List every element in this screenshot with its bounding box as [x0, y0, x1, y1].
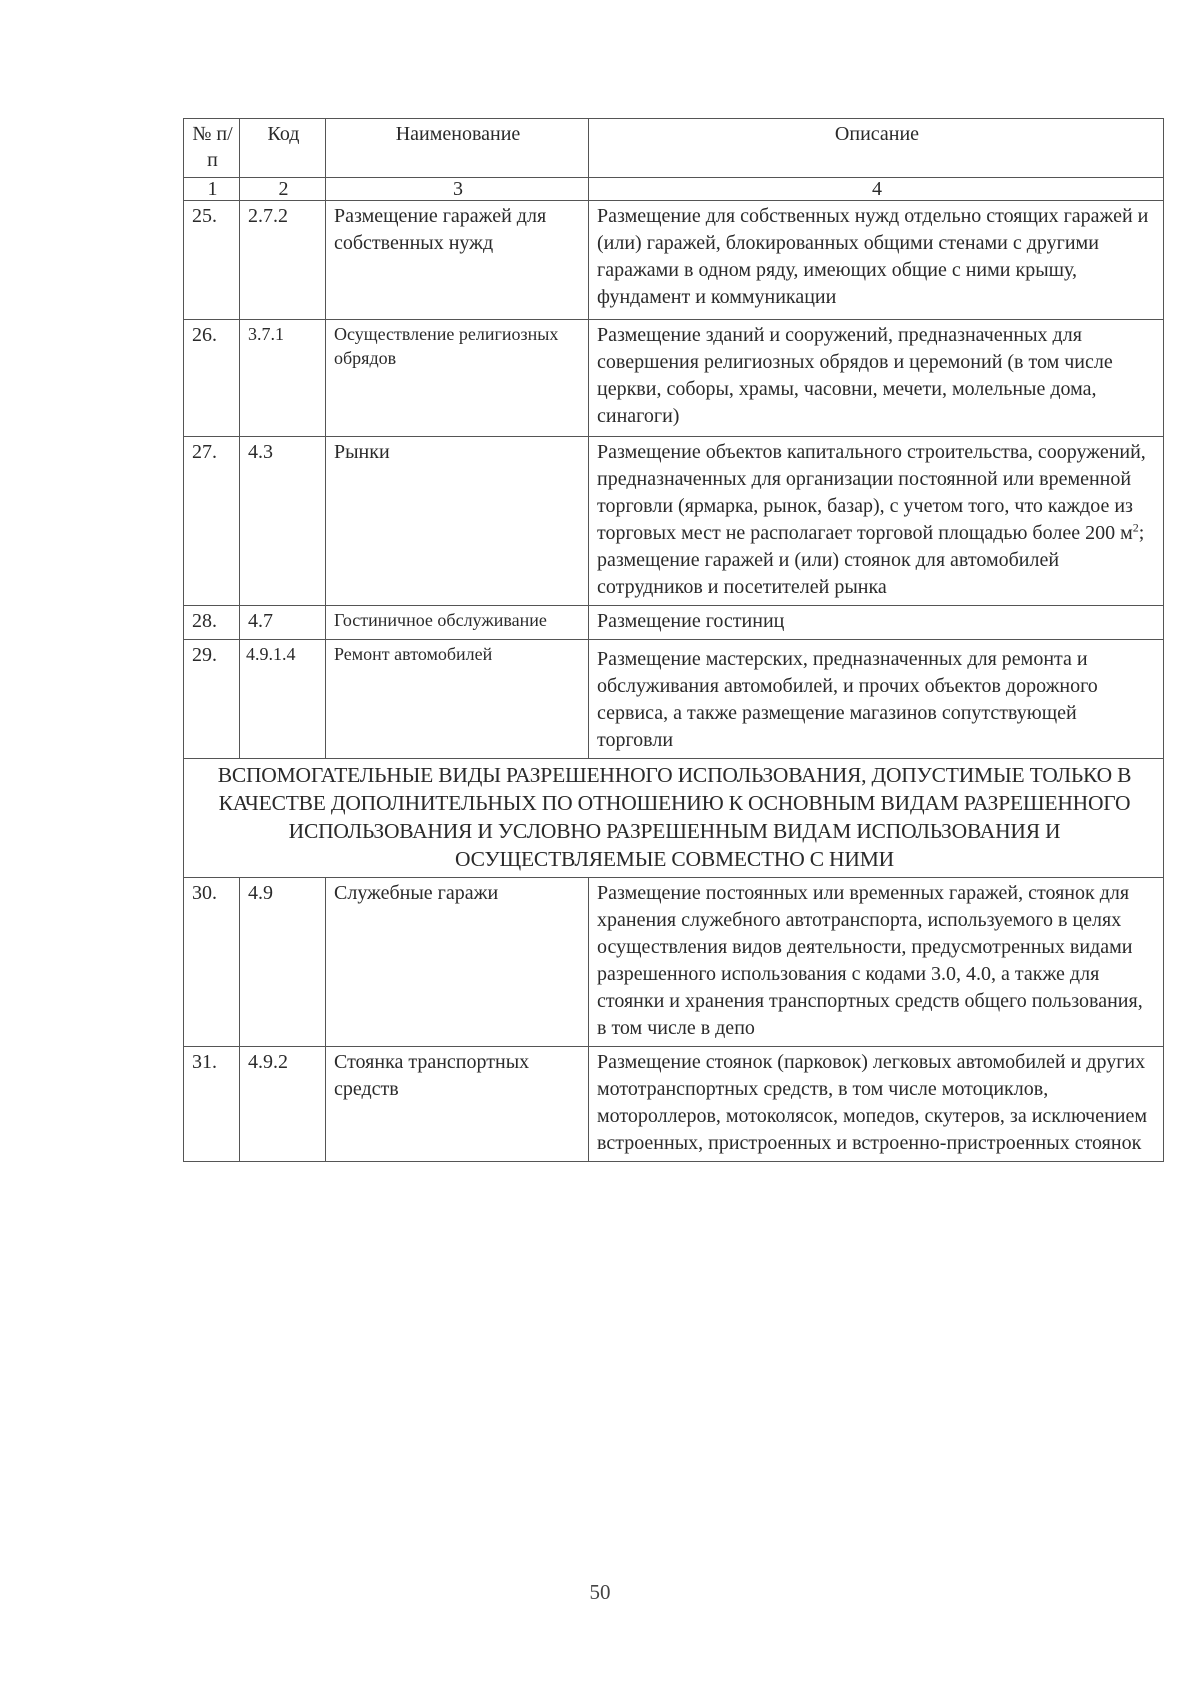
row-description: Размещение постоянных или временных гаражей, стоянок для хранения служебного автотранспорта, используемого в целях осуществления видов деятельности, предусмотренных видами разрешенного использования с кодами 3.0, 4.0, а также для стоянки и хранения транспортных средств общего пользования, в том числе в депо: [589, 878, 1164, 1047]
table-row: [184, 437, 1164, 606]
row-code: 4.9.2: [240, 1047, 326, 1162]
table-row: [184, 878, 1164, 1047]
row-number: 29.: [184, 640, 240, 759]
header-desc: Описание: [589, 119, 1164, 178]
table-row: [184, 640, 1164, 759]
row-code: 2.7.2: [240, 201, 326, 320]
row-name: Осуществление религиозных обрядов: [326, 320, 589, 437]
table-row: [184, 201, 1164, 320]
row-description: Размещение для собственных нужд отдельно стоящих гаражей и (или) гаражей, блокированных общими стенами с другими гаражами в одном ряду, имеющих общие с ними крышу, фундамент и коммуникации: [589, 201, 1164, 320]
row-code: 4.7: [240, 606, 326, 640]
table-row: [184, 606, 1164, 640]
column-index: 2: [240, 178, 326, 201]
row-number: 25.: [184, 201, 240, 320]
row-code: 4.3: [240, 437, 326, 606]
header-code: Код: [240, 119, 326, 178]
description-text: ; размещение гаражей и (или) стоянок для автомобилей сотрудников и посетителей рынка: [597, 522, 1145, 598]
column-index: 1: [184, 178, 240, 201]
row-number: 31.: [184, 1047, 240, 1162]
header-name: Наименование: [326, 119, 589, 178]
row-description: Размещение зданий и сооружений, предназначенных для совершения религиозных обрядов и церемоний (в том числе церкви, соборы, храмы, часовни, мечети, молельные дома, синагоги): [589, 320, 1164, 437]
section-heading: ВСПОМОГАТЕЛЬНЫЕ ВИДЫ РАЗРЕШЕННОГО ИСПОЛЬЗОВАНИЯ, ДОПУСТИМЫЕ ТОЛЬКО В КАЧЕСТВЕ ДОПОЛНИТЕЛЬНЫХ ПО ОТНОШЕНИЮ К ОСНОВНЫМ ВИДАМ РАЗРЕШЕННОГО ИСПОЛЬЗОВАНИЯ И УСЛОВНО РАЗРЕШЕННЫМ ВИДАМ ИСПОЛЬЗОВАНИЯ И ОСУЩЕСТВЛЯЕМЫЕ СОВМЕСТНО С НИМИ: [184, 759, 1164, 878]
row-description: Размещение мастерских, предназначенных для ремонта и обслуживания автомобилей, и прочих объектов дорожного сервиса, а также размещение магазинов сопутствующей торговли: [589, 640, 1164, 759]
row-name: Размещение гаражей для собственных нужд: [326, 201, 589, 320]
page-number: 50: [589, 1580, 611, 1604]
row-description: [589, 437, 1164, 606]
row-number: 28.: [184, 606, 240, 640]
row-number: 30.: [184, 878, 240, 1047]
header-num: № п/п: [184, 119, 240, 178]
column-index-row: [184, 178, 1164, 201]
row-description: Размещение гостиниц: [589, 606, 1164, 640]
row-code: 4.9: [240, 878, 326, 1047]
row-code: 4.9.1.4: [240, 640, 326, 759]
table-header-row: [184, 119, 1164, 178]
column-index: 4: [589, 178, 1164, 201]
row-number: 26.: [184, 320, 240, 437]
table-row: [184, 1047, 1164, 1162]
section-heading-row: [184, 759, 1164, 878]
superscript: 2: [1132, 520, 1139, 535]
row-name: Гостиничное обслуживание: [326, 606, 589, 640]
row-name: Ремонт автомобилей: [326, 640, 589, 759]
row-description: Размещение стоянок (парковок) легковых автомобилей и других мототранспортных средств, в том числе мотоциклов, мотороллеров, мотоколясок, мопедов, скутеров, за исключением встроенных, пристроенных и встроенно-пристроенных стоянок: [589, 1047, 1164, 1162]
description-text: Размещение объектов капитального строительства, сооружений, предназначенных для организации постоянной или временной торговли (ярмарка, рынок, базар), с учетом того, что каждое из торговых мест не располагает торговой площадью более 200 м: [597, 441, 1146, 544]
row-code: 3.7.1: [240, 320, 326, 437]
row-name: Служебные гаражи: [326, 878, 589, 1047]
row-number: 27.: [184, 437, 240, 606]
column-index: 3: [326, 178, 589, 201]
row-name: Рынки: [326, 437, 589, 606]
row-name: Стоянка транспортных средств: [326, 1047, 589, 1162]
land-use-table: [183, 118, 1164, 1162]
table-row: [184, 320, 1164, 437]
